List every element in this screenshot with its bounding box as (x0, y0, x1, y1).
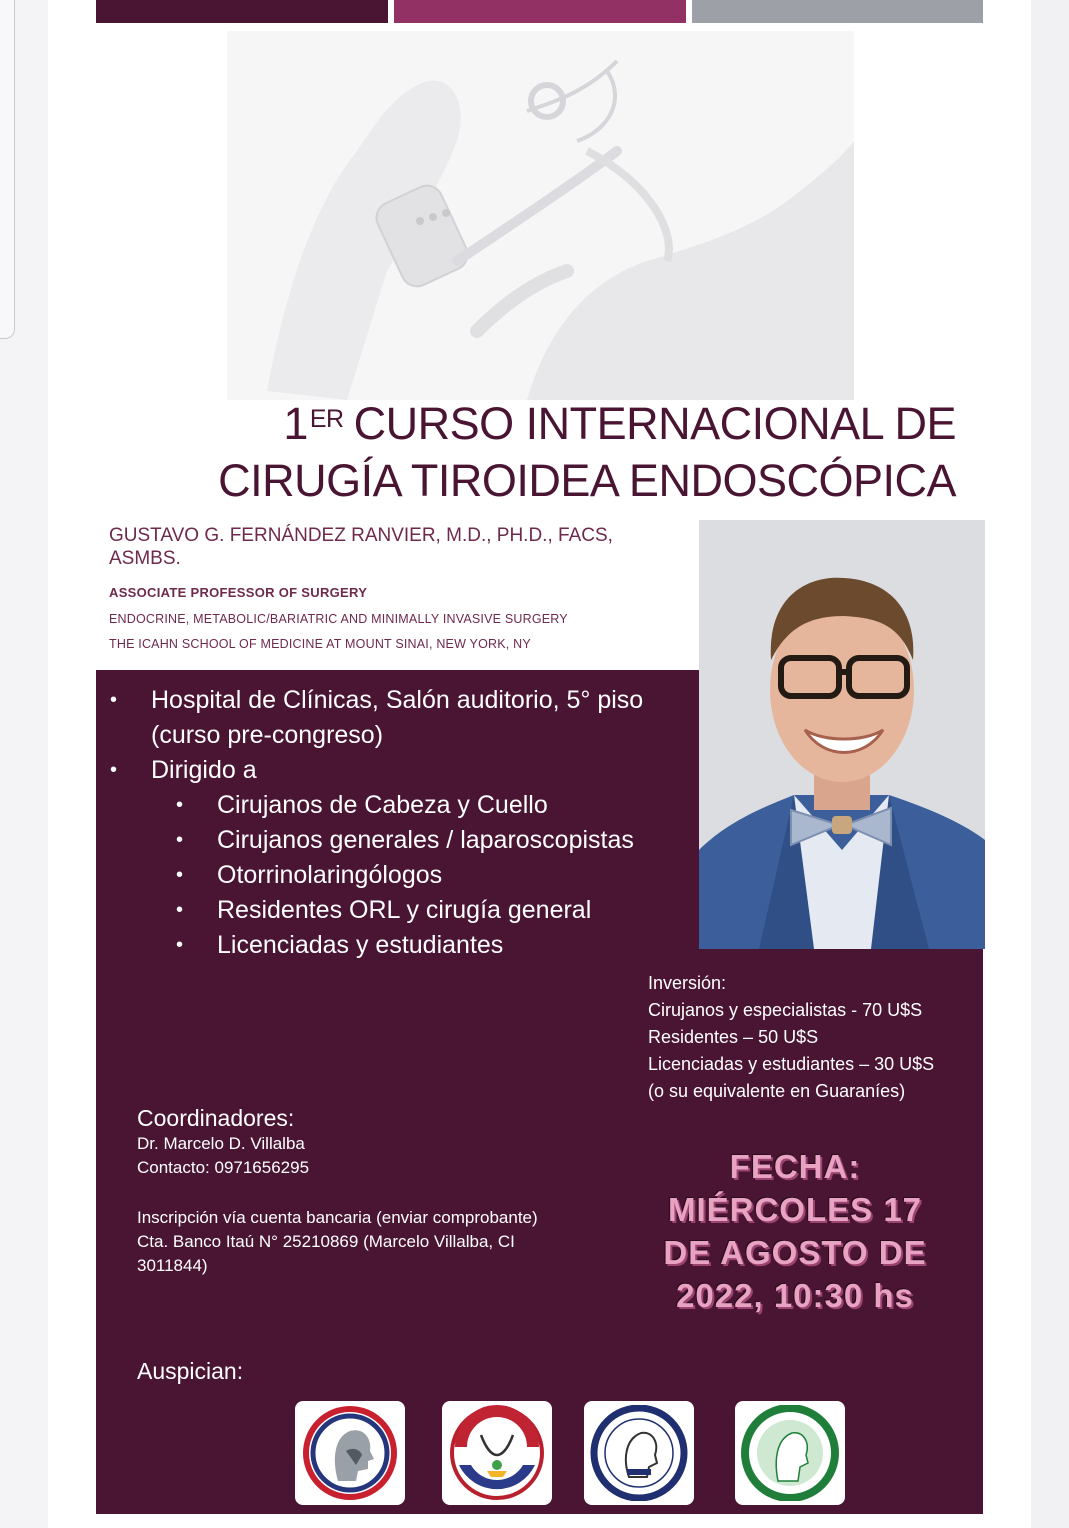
endoscopic-surgery-icon (227, 31, 854, 400)
speaker-name: GUSTAVO G. FERNÁNDEZ RANVIER, M.D., PH.D., FACS, ASMBS. (109, 525, 613, 569)
title-ordinal: 1 (283, 398, 308, 449)
audience-subitem (108, 858, 668, 893)
left-page-edge (0, 0, 15, 339)
course-title (156, 395, 956, 509)
sponsors-label: Auspician: (137, 1358, 244, 1384)
audience-subitem (108, 893, 668, 928)
audience-text: Cirujanos de Cabeza y Cuello (217, 791, 548, 819)
sponsor-logo-3 (584, 1401, 694, 1505)
speaker-photo (699, 520, 985, 949)
header-bar-magenta (394, 0, 686, 23)
sponsor-logo-1 (295, 1401, 405, 1505)
surgery-illustration (227, 31, 854, 400)
orl-society-logo-icon (300, 1405, 400, 1501)
inscription-info (137, 1206, 577, 1278)
sociedad-paraguaya-de-cirugia-logo-icon (447, 1405, 547, 1501)
audience-text: Cirujanos generales / laparoscopistas (217, 826, 634, 854)
pricing-label: Inversión: (648, 973, 727, 993)
coordinator-name: Dr. Marcelo D. Villalba (137, 1134, 305, 1153)
cirugia-cabeza-cuello-sala-ix-logo-icon (589, 1405, 689, 1501)
speaker-portrait-icon (699, 520, 985, 949)
pricing-info (648, 970, 983, 1105)
pricing-line: Licenciadas y estudiantes – 30 U$S (648, 1054, 935, 1074)
right-margin (1031, 0, 1069, 1528)
bullet: • (110, 759, 118, 781)
coordinators-info (137, 1105, 309, 1180)
audience-subitem (108, 928, 668, 963)
audience-item (108, 753, 668, 788)
bullet: • (176, 829, 184, 851)
audience-text: Licenciadas y estudiantes (217, 931, 504, 959)
header-bar-plum (96, 0, 388, 23)
title-line-1-text: CURSO INTERNACIONAL DE (353, 398, 956, 449)
speaker-school: THE ICAHN SCHOOL OF MEDICINE AT MOUNT SINAI, NEW YORK, NY (109, 637, 531, 651)
date-year-time: 2022, 10:30 hs (676, 1277, 914, 1314)
date-label: FECHA: (729, 1148, 861, 1185)
location-item (108, 683, 668, 753)
speaker-role: ASSOCIATE PROFESSOR OF SURGERY (109, 585, 368, 600)
date-month: DE AGOSTO DE (663, 1234, 927, 1271)
coordinators-label: Coordinadores: (137, 1105, 295, 1131)
inscription-line: Inscripción vía cuenta bancaria (enviar comprobante) (137, 1208, 538, 1227)
location-text: Hospital de Clínicas, Salón auditorio, 5° piso (curso pre-congreso) (151, 686, 644, 749)
bullet: • (110, 689, 118, 711)
bullet: • (176, 864, 184, 886)
bullet: • (176, 794, 184, 816)
bullet: • (176, 934, 184, 956)
date-day: MIÉRCOLES 17 (667, 1191, 923, 1228)
audience-label: Dirigido a (151, 756, 257, 784)
speaker-info (109, 524, 669, 651)
pricing-line: Cirujanos y especialistas - 70 U$S (648, 1000, 923, 1020)
title-line-1 (156, 395, 956, 452)
audience-text: Residentes ORL y cirugía general (217, 896, 592, 924)
event-date (640, 1145, 950, 1317)
coordinator-contact: Contacto: 0971656295 (137, 1158, 310, 1177)
sponsor-logo-2 (442, 1401, 552, 1505)
bullet: • (176, 899, 184, 921)
title-ordinal-suffix: ER (309, 405, 344, 433)
sponsor-logo-4 (735, 1401, 845, 1505)
course-details-list (108, 683, 668, 963)
title-line-2: CIRUGÍA TIROIDEA ENDOSCÓPICA (218, 455, 956, 506)
hospital-nacional-itaugua-logo-icon (740, 1405, 840, 1501)
pricing-line: (o su equivalente en Guaraníes) (648, 1081, 906, 1101)
audience-subitem (108, 788, 668, 823)
speaker-department: ENDOCRINE, METABOLIC/BARIATRIC AND MINIMALLY INVASIVE SURGERY (109, 612, 568, 626)
audience-subitem (108, 823, 668, 858)
pricing-line: Residentes – 50 U$S (648, 1027, 819, 1047)
bank-account-line: Cta. Banco Itaú N° 25210869 (Marcelo Villalba, CI 3011844) (137, 1232, 515, 1275)
header-bar-gray (692, 0, 983, 23)
audience-text: Otorrinolaringólogos (217, 861, 443, 889)
